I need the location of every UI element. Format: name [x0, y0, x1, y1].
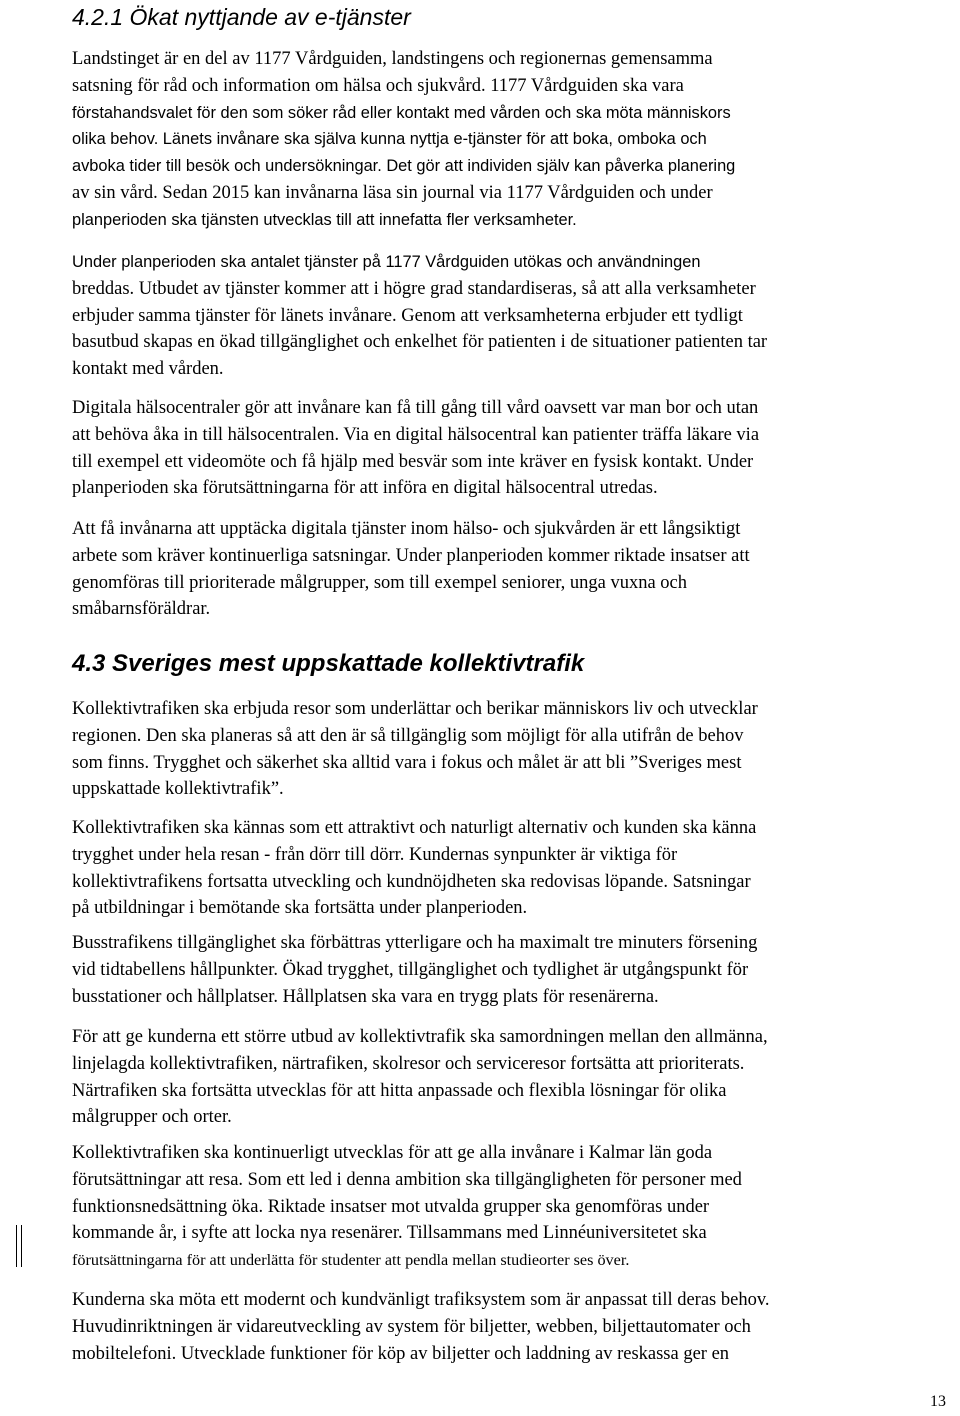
text-line: arbete som kräver kontinuerliga satsningar. Under planperioden kommer riktade insatser att [72, 545, 750, 566]
text-line: Närtrafiken ska fortsätta utvecklas för att hitta anpassade och flexibla lösningar för olika [72, 1080, 727, 1101]
text-line: Busstrafikens tillgänglighet ska förbättras ytterligare och ha maximalt tre minuters försening [72, 933, 758, 953]
paragraph-4-2-1-4 [72, 516, 956, 623]
text-line: kommande år, i syfte att locka nya resenärer. Tillsammans med Linnéuniversitetet ska [72, 1223, 707, 1244]
text-line: Landstinget är en del av 1177 Vårdguiden, landstingens och regionernas gemensamma [72, 49, 713, 69]
text-line: av sin vård. Sedan 2015 kan invånarna läsa sin journal via 1177 Vårdguiden och under [72, 182, 713, 203]
text-line: till exempel ett videomöte och få hjälp med besvär som inte kräver en fysisk kontakt. Under [72, 451, 754, 472]
text-line: basutbud skapas en ökad tillgänglighet och enkelhet för patienten i de situationer patienten tar [72, 332, 768, 353]
text-line: planperioden ska tjänsten utvecklas till att innefatta fler verksamheter. [72, 210, 577, 229]
revision-change-bar [16, 1225, 22, 1267]
text-line: Kunderna ska möta ett modernt och kundvänligt trafiksystem som är anpassat till deras behov. [72, 1290, 770, 1310]
text-line: satsning för råd och information om hälsa och sjukvård. 1177 Vårdguiden ska vara [72, 75, 684, 96]
paragraph-4-2-1-1 [72, 46, 956, 234]
text-line: Digitala hälsocentraler gör att invånare kan få till gång till vård oavsett var man bor och utan [72, 398, 759, 418]
paragraph-4-3-5 [72, 1140, 956, 1274]
text-line: funktionsnedsättning öka. Riktade insatser mot utvalda grupper ska genomföras under [72, 1196, 710, 1217]
text-line: förutsättningarna för att underlätta för studenter att pendla mellan studieorter ses över. [72, 1251, 630, 1270]
text-line: planperioden ska förutsättningarna för att införa en digital hälsocentral utredas. [72, 478, 658, 499]
text-line: breddas. Utbudet av tjänster kommer att i högre grad standardiseras, så att alla verksamheter [72, 278, 756, 299]
text-line: kollektivtrafikens fortsatta utveckling och kundnöjdheten ska redovisas löpande. Satsningar [72, 871, 751, 892]
text-line: olika behov. Länets invånare ska själva kunna nyttja e-tjänster för att boka, omboka och [72, 130, 707, 149]
paragraph-4-3-4 [72, 1024, 956, 1131]
text-line: busstationer och hållplatser. Hållplatsen ska vara en trygg plats för resenärerna. [72, 986, 659, 1007]
paragraph-4-2-1-2 [72, 249, 956, 383]
text-line: genomföras till prioriterade målgrupper, som till exempel seniorer, unga vuxna och [72, 572, 687, 593]
page-number: 13 [930, 1393, 946, 1410]
text-line: uppskattade kollektivtrafik”. [72, 779, 284, 800]
paragraph-4-3-3 [72, 930, 956, 1010]
text-line: förutsättningar att resa. Som ett led i denna ambition ska tillgängligheten för personer med [72, 1169, 742, 1190]
paragraph-4-2-1-3 [72, 395, 956, 502]
text-line: Att få invånarna att upptäcka digitala tjänster inom hälso- och sjukvården är ett långsiktigt [72, 519, 741, 539]
text-line: förstahandsvalet för den som söker råd eller kontakt med vården och ska möta människors [72, 103, 731, 122]
text-line: regionen. Den ska planeras så att den är så tillgänglig som möjligt för alla utifrån de behov [72, 725, 744, 746]
text-line: trygghet under hela resan - från dörr till dörr. Kundernas synpunkter är viktiga för [72, 844, 678, 865]
text-line: vid tidtabellens hållpunkter. Ökad trygghet, tillgänglighet och tydlighet är utgångspunkt för [72, 959, 749, 980]
text-line: Huvudinriktningen är vidareutveckling av system för biljetter, webben, biljettautomater och [72, 1316, 751, 1337]
text-line: För att ge kunderna ett större utbud av kollektivtrafik ska samordningen mellan den allmänna, [72, 1027, 768, 1047]
section-heading-4-3: 4.3 Sveriges mest uppskattade kollektivtrafik [72, 650, 585, 677]
text-line: erbjuder samma tjänster för länets invånare. Genom att verksamheterna erbjuder ett tydligt [72, 305, 743, 326]
section-heading-4-2-1: 4.2.1 Ökat nyttjande av e-tjänster [72, 4, 411, 30]
text-line: som finns. Trygghet och säkerhet ska alltid vara i fokus och målet är att bli ”Sveriges mest [72, 752, 742, 773]
text-line: Kollektivtrafiken ska kontinuerligt utvecklas för att ge alla invånare i Kalmar län goda [72, 1143, 713, 1163]
text-line: avboka tider till besök och undersökningar. Det gör att individen själv kan påverka planering [72, 157, 736, 176]
text-line: Under planperioden ska antalet tjänster på 1177 Vårdguiden utökas och användningen [72, 253, 701, 271]
text-line: småbarnsföräldrar. [72, 599, 211, 620]
text-line: att behöva åka in till hälsocentralen. Via en digital hälsocentral kan patienter träffa läkare via [72, 424, 760, 445]
text-line: målgrupper och orter. [72, 1107, 232, 1128]
paragraph-4-3-2 [72, 815, 956, 922]
text-line: på utbildningar i bemötande ska fortsätta under planperioden. [72, 898, 528, 919]
text-line: linjelagda kollektivtrafiken, närtrafiken, skolresor och serviceresor fortsätta att prioriterats. [72, 1053, 745, 1074]
paragraph-4-3-1 [72, 696, 956, 803]
paragraph-4-3-6 [72, 1287, 956, 1367]
text-line: Kollektivtrafiken ska kännas som ett attraktivt och naturligt alternativ och kunden ska känna [72, 818, 757, 838]
text-line: mobiltelefoni. Utvecklade funktioner för köp av biljetter och laddning av reskassa ger en [72, 1343, 730, 1364]
text-line: Kollektivtrafiken ska erbjuda resor som underlättar och berikar människors liv och utvecklar [72, 699, 758, 719]
text-line: kontakt med vården. [72, 359, 224, 380]
